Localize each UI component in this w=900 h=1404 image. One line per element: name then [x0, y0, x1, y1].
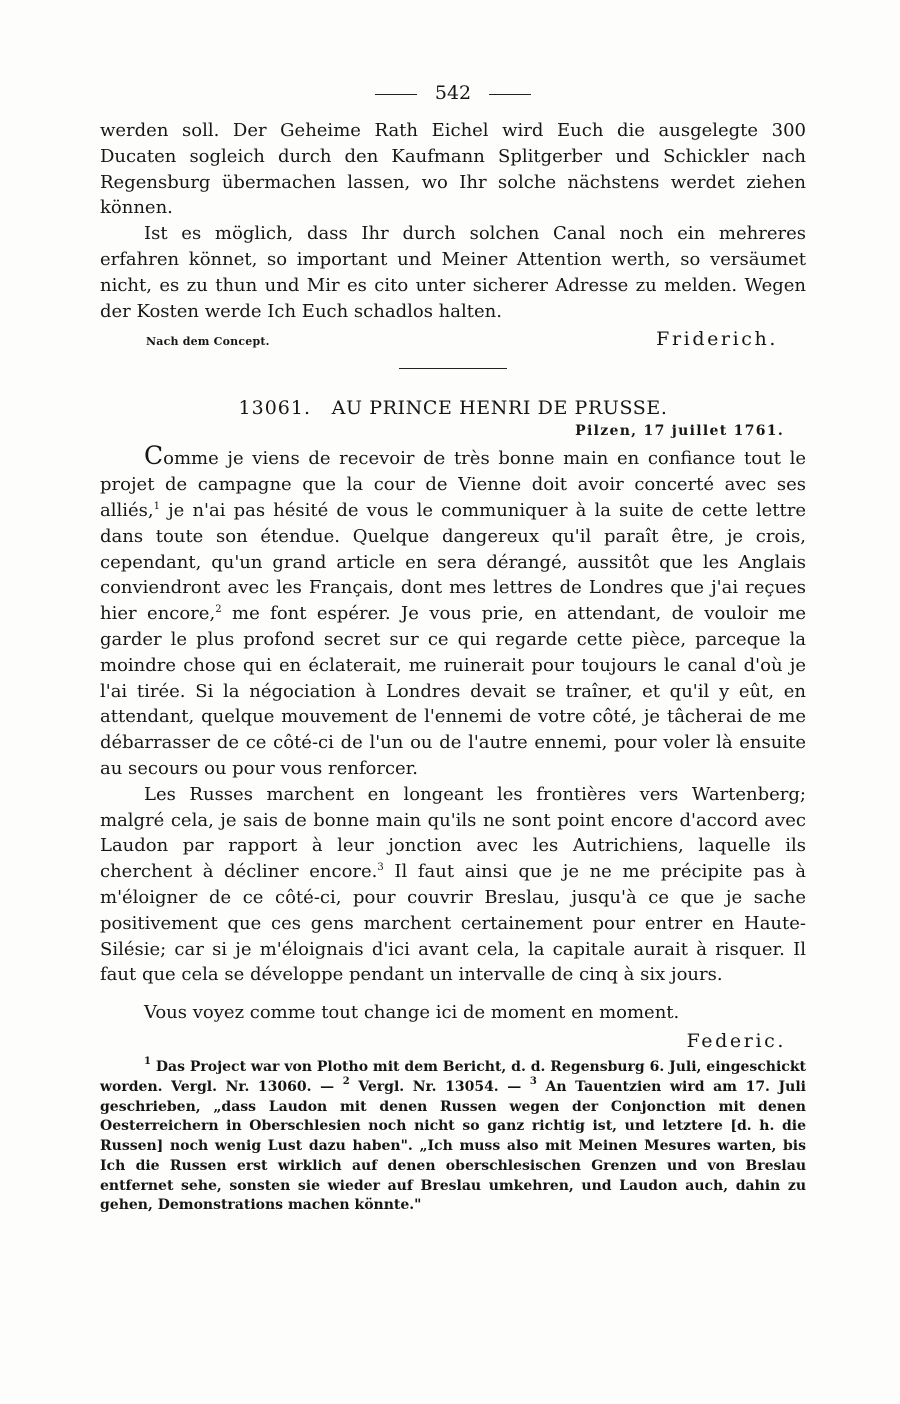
letter-paragraph-3: Vous voyez comme tout change ici de moment en moment. — [144, 1002, 680, 1024]
footnote-ref-1: 1 — [153, 500, 160, 512]
letter-title: AU PRINCE HENRI DE PRUSSE. — [331, 397, 668, 420]
letter-place: Pilzen, — [575, 423, 638, 440]
letter-signature: Federic. — [686, 1029, 786, 1052]
footnote-3-text: An Tauentzien wird am 17. Juli geschrieben, „dass Laudon mit denen Russen wegen der Conjonction mit denen Oesterreichern in Oberschlesien noch nicht so ganz richtig ist, und letztere [d. h. die Russen] noch wenig Lust dazu haben". „Ich muss also mit Meinen Mesures warten, bis Ich die Russen erst wirklich auf denen oberschlesischen Grenzen und von Breslau entfernet sehe, sonsten sie wieder auf Breslau umkehren, und Laudon auch, dahin zu gehen, Demonstrations machen könnte." — [100, 1078, 806, 1214]
footnote-marker-1: 1 — [144, 1055, 151, 1067]
source-note: Nach dem Concept. — [146, 335, 270, 349]
prev-letter-signature: Friderich. — [656, 328, 778, 351]
letter-paragraph-2-part-a: Les Russes marchent en longeant les frontières vers Wartenberg; malgré cela, je sais de bonne main qu'ils ne sont point encore d'accord avec Laudon par rapport à leur jonction avec les Autrichiens, laquelle ils cherchent à décliner encore. — [100, 783, 806, 883]
footnote-2-text: Vergl. Nr. 13054. — — [349, 1078, 530, 1095]
prev-letter-paragraph-2: Ist es möglich, dass Ihr durch solchen Canal noch ein mehreres erfahren könnet, so important und Meiner Attention werth, so versäumet nicht, es zu thun und Mir es cito unter sicherer Adresse zu melden. Wegen der Kosten werde Ich Euch schadlos halten. — [100, 223, 806, 322]
footnote-marker-2: 2 — [342, 1075, 350, 1087]
section-divider — [399, 368, 507, 369]
letter-dateline — [100, 423, 784, 439]
initial-letter: C — [144, 441, 164, 471]
letter-paragraph-1-part-c: me font espérer. Je vous prie, en attendant, de vouloir me garder le plus profond secret sur ce qui regarde cette pièce, parceque la moindre chose qui en éclaterait, me ruinerait pour toujours le canal d'où je l'ai tirée. Si la négociation à Londres devait se traîner, et qu'il y eût, en attendant, quelque mouvement de l'ennemi de votre côté, je tâcherai de me débarrasser de ce côté-ci de l'un ou de l'autre ennemi, pour voler là ensuite au secours ou pour vous renforcer. — [100, 603, 806, 779]
page-number: 542 — [434, 82, 472, 104]
header-dash-left — [375, 94, 417, 95]
letter-paragraph-1-part-b: je n'ai pas hésité de vous le communiquer à la suite de cette lettre dans toute son étendue. Quelque dangereux qu'il paraît être, je crois, cependant, qu'un grand article en sera dérangé, aussitôt que les Anglais conviendront avec les Français, dont mes lettres de Londres que j'ai reçues hier encore, — [100, 499, 806, 625]
letter-heading — [100, 397, 806, 419]
document-page — [100, 82, 806, 1216]
footnote-1-text: Das Project war von Plotho mit dem Bericht, d. d. Regensburg 6. Juli, eingeschickt worden. Vergl. Nr. 13060. — — [100, 1058, 806, 1095]
footnote-text — [100, 1055, 806, 1216]
footnote-marker-3: 3 — [529, 1075, 537, 1087]
page-header — [100, 82, 806, 104]
footnote-ref-2: 2 — [215, 604, 222, 616]
letter-paragraph-2-part-b: Il faut ainsi que je ne me précipite pas à m'éloigner de ce côté-ci, pour couvrir Breslau, jusqu'à ce que je sache positivement que ces gens marchent certainement pour entrer en Haute-Silésie; car si je m'éloignais d'ici avant cela, la capitale aurait à risquer. Il faut que cela se développe pendant un intervalle de cinq à six jours. — [100, 861, 806, 986]
letter-paragraph-1 — [100, 443, 806, 781]
letter-date: 17 juillet 1761. — [643, 423, 784, 440]
prev-letter-paragraph-1: werden soll. Der Geheime Rath Eichel wird Euch die ausgelegte 300 Ducaten sogleich durch den Kaufmann Splitgerber und Schickler nach Regensburg übermachen lassen, wo Ihr solche nächstens werdet ziehen können. — [100, 120, 806, 219]
header-dash-right — [489, 94, 531, 95]
prev-letter-closing — [100, 328, 806, 350]
letter-number: 13061. — [238, 397, 312, 420]
letter-paragraph-1-part-a: omme je viens de recevoir de très bonne main en confiance tout le projet de campagne que la cour de Vienne doit avoir concerté avec ses alliés, — [100, 448, 806, 521]
letter-paragraph-2 — [100, 782, 806, 988]
footnote-ref-3: 3 — [377, 862, 384, 874]
footnotes — [100, 1055, 806, 1216]
